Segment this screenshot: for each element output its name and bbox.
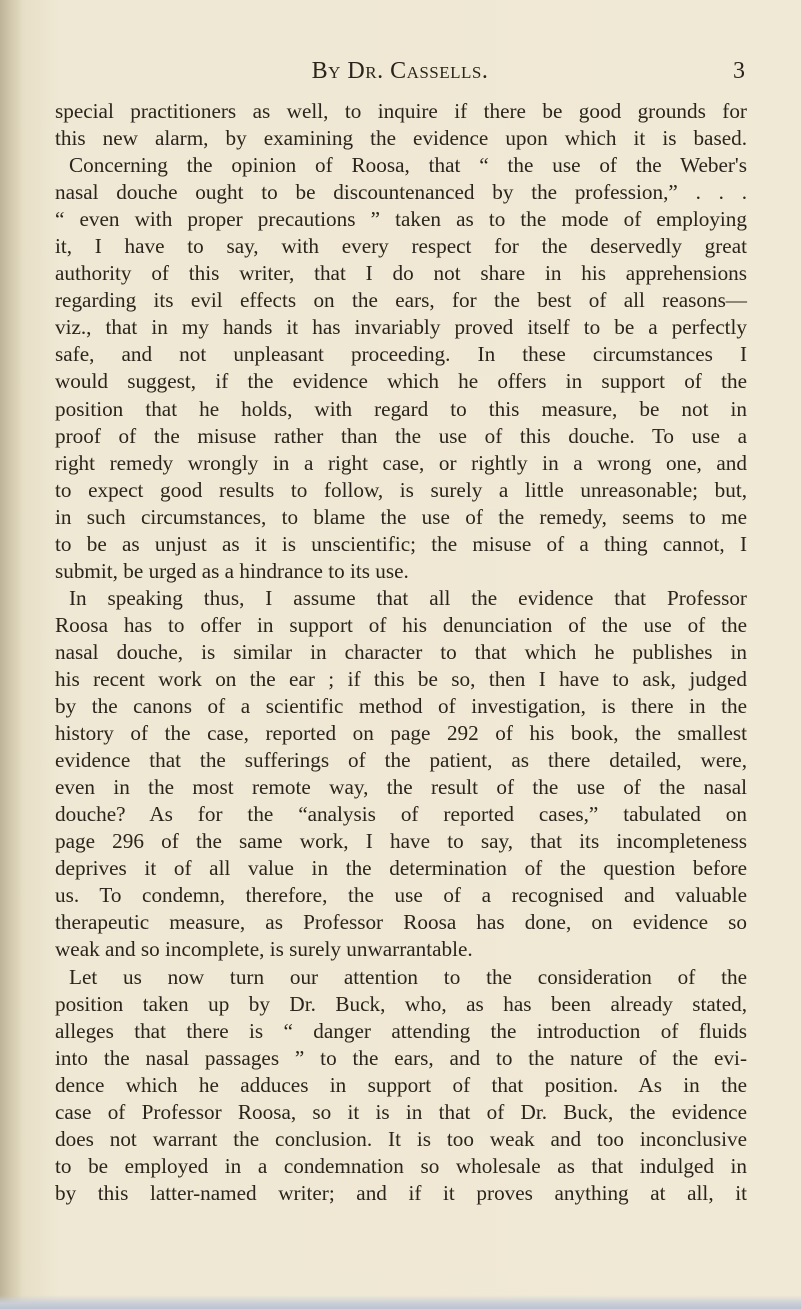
text-line: position that he holds, with regard to this measure, be not in	[55, 396, 747, 421]
text-line: history of the case, reported on page 292 of his book, the smallest	[55, 721, 747, 746]
text-line: to be employed in a condemnation so wholesale as that indulged in	[55, 1153, 747, 1178]
text-line: by the canons of a scientific method of investigation, is there in the	[55, 694, 747, 719]
paragraph	[55, 585, 747, 964]
text-line: dence which he adduces in support of that position. As in the	[55, 1072, 747, 1097]
text-line: In speaking thus, I assume that all the evidence that Professor	[69, 585, 747, 610]
text-line: us. To condemn, therefore, the use of a recognised and valuable	[55, 883, 747, 908]
text-line: to expect good results to follow, is surely a little unreasonable; but,	[55, 477, 747, 502]
text-line: nasal douche ought to be discountenanced by the profession,” . . .	[55, 180, 747, 205]
text-line: in such circumstances, to blame the use of the remedy, seems to me	[55, 504, 747, 529]
text-line: therapeutic measure, as Professor Roosa has done, on evidence so	[55, 910, 747, 935]
paragraph	[55, 964, 747, 1207]
text-line: this new alarm, by examining the evidence upon which it is based.	[55, 126, 747, 151]
text-line: Concerning the opinion of Roosa, that “ the use of the Weber's	[69, 153, 747, 178]
body-text	[55, 98, 747, 1207]
text-line: authority of this writer, that I do not share in his apprehensions	[55, 261, 747, 286]
text-line: it, I have to say, with every respect for the deservedly great	[55, 234, 747, 259]
paragraph	[55, 98, 747, 152]
text-line: by this latter-named writer; and if it proves anything at all, it	[55, 1180, 747, 1205]
text-line: douche? As for the “analysis of reported cases,” tabulated on	[55, 802, 747, 827]
text-line: right remedy wrongly in a right case, or rightly in a wrong one, and	[55, 450, 747, 475]
text-line: alleges that there is “ danger attending the introduction of fluids	[55, 1018, 747, 1043]
text-line: deprives it of all value in the determination of the question before	[55, 856, 747, 881]
text-line: “ even with proper precautions ” taken as to the mode of employing	[55, 207, 747, 232]
scan-bottom-edge	[0, 1295, 801, 1309]
paragraph	[55, 152, 747, 585]
text-line: weak and so incomplete, is surely unwarrantable.	[55, 937, 473, 962]
text-line: case of Professor Roosa, so it is in that of Dr. Buck, the evidence	[55, 1099, 747, 1124]
text-line: proof of the misuse rather than the use of this douche. To use a	[55, 423, 747, 448]
text-line: to be as unjust as it is unscientific; the misuse of a thing cannot, I	[55, 531, 747, 556]
text-line: safe, and not unpleasant proceeding. In these circumstances I	[55, 342, 747, 367]
running-title: By Dr. Cassells.	[311, 58, 489, 84]
page-number: 3	[733, 58, 745, 84]
text-line: evidence that the sufferings of the patient, as there detailed, were,	[55, 748, 747, 773]
text-line: would suggest, if the evidence which he offers in support of the	[55, 369, 747, 394]
text-line: viz., that in my hands it has invariably proved itself to be a perfectly	[55, 315, 747, 340]
text-line: position taken up by Dr. Buck, who, as has been already stated,	[55, 991, 747, 1016]
page-gutter-shadow	[0, 0, 22, 1309]
text-line: Let us now turn our attention to the consideration of the	[69, 964, 747, 989]
text-line: does not warrant the conclusion. It is too weak and too inconclusive	[55, 1126, 747, 1151]
text-line: his recent work on the ear ; if this be so, then I have to ask, judged	[55, 666, 747, 691]
text-line: special practitioners as well, to inquire if there be good grounds for	[55, 99, 747, 123]
running-head	[55, 58, 745, 88]
text-line: Roosa has to offer in support of his denunciation of the use of the	[55, 612, 747, 637]
text-line: page 296 of the same work, I have to say, that its incompleteness	[55, 829, 747, 854]
text-line: nasal douche, is similar in character to that which he publishes in	[55, 639, 747, 664]
text-line: into the nasal passages ” to the ears, and to the nature of the evi-	[55, 1045, 747, 1070]
text-line: even in the most remote way, the result of the use of the nasal	[55, 775, 747, 800]
text-line: regarding its evil effects on the ears, for the best of all reasons—	[55, 288, 747, 313]
text-line: submit, be urged as a hindrance to its use.	[55, 558, 409, 583]
